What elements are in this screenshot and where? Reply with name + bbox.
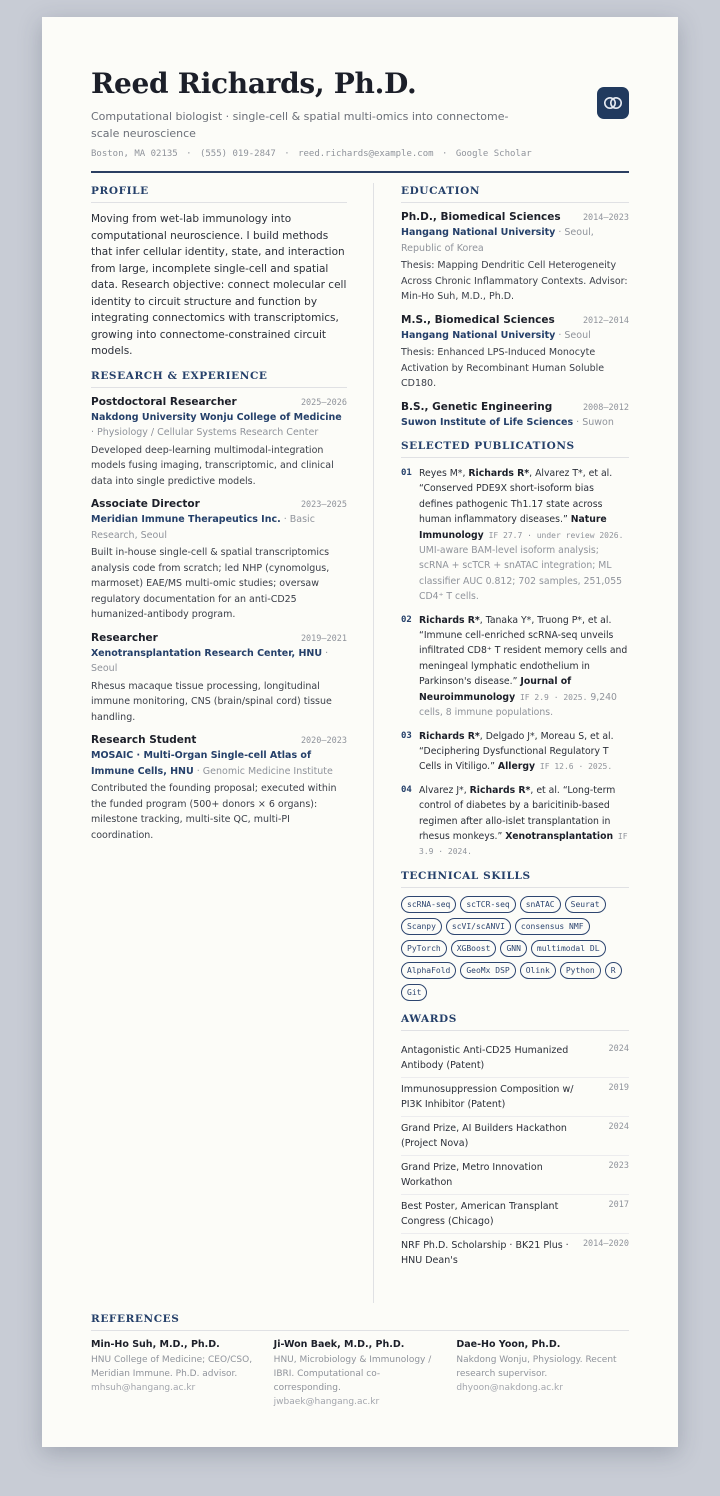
award-item xyxy=(401,1234,629,1272)
experience-date: 2023–2025 xyxy=(300,500,347,510)
contact-separator: · xyxy=(186,149,192,159)
column-divider xyxy=(373,183,374,1303)
reference-email[interactable]: jwbaek@hangang.ac.kr xyxy=(273,1397,380,1407)
reference-description: HNU College of Medicine; CEO/CSO, Meridian Immune. Ph.D. advisor. xyxy=(91,1355,253,1379)
google-scholar-link[interactable]: Google Scholar xyxy=(455,149,532,159)
experience-organization xyxy=(91,410,347,441)
publication-authors: Reyes M*, xyxy=(419,468,469,479)
experience-entry xyxy=(91,498,347,623)
award-name: Immunosuppression Composition w/ PI3K Inhibitor (Patent) xyxy=(401,1083,574,1110)
reference-email[interactable]: mhsuh@hangang.ac.kr xyxy=(91,1383,196,1393)
award-item xyxy=(401,1039,629,1078)
publication-number: 01 xyxy=(401,468,412,478)
publication-item xyxy=(401,783,629,860)
experience-organization xyxy=(91,748,347,779)
publication-meta: IF 27.7 · under review 2026. xyxy=(483,530,624,540)
publication-citation xyxy=(419,729,629,775)
reference-card xyxy=(91,1339,264,1409)
skill-chip: Seurat xyxy=(565,896,606,913)
publication-number: 03 xyxy=(401,730,412,741)
award-item xyxy=(401,1117,629,1156)
education-entry-header xyxy=(401,211,629,223)
education-entry-header xyxy=(401,314,629,326)
publication-title: , Tanaka Y*, Truong P*, et al. “Immune cell-enriched scRNA-seq unveils infiltrated CD8⁺ T resident memory cells and meningeal lymphatic endothelium in Parkinson's disease.” xyxy=(419,614,628,688)
experience-org-name: MOSAIC · Multi-Organ Single-cell Atlas of Immune Cells, HNU xyxy=(91,750,312,777)
publication-meta: IF 3.9 · 2024. xyxy=(419,831,628,857)
reference-description: Nakdong Wonju, Physiology. Recent research supervisor. xyxy=(456,1355,617,1379)
publication-citation xyxy=(419,783,629,860)
contact-line xyxy=(91,149,535,159)
interlocking-rings-icon xyxy=(597,87,629,119)
experience-date: 2025–2026 xyxy=(300,397,347,408)
award-name: NRF Ph.D. Scholarship · BK21 Plus · HNU Dean's xyxy=(401,1239,569,1266)
award-name: Grand Prize, AI Builders Hackathon (Project Nova) xyxy=(401,1122,567,1149)
education-organization xyxy=(401,225,629,256)
section-title-references: REFERENCES xyxy=(91,1313,629,1331)
skill-chip: GeoMx DSP xyxy=(460,962,515,979)
publication-meta: IF 2.9 · 2025. xyxy=(515,692,588,702)
education-title: B.S., Genetic Engineering xyxy=(401,400,553,413)
publication-journal: Allergy xyxy=(497,761,536,773)
award-year: 2024 xyxy=(608,1121,629,1132)
education-title: M.S., Biomedical Sciences xyxy=(401,313,555,326)
publication-notes: UMI-aware BAM-level isoform analysis; scRNA + scTCR + snATAC integration; ML classifier AUC 0.812; 702 samples, 251,055 CD4⁺ T cells. xyxy=(419,545,623,603)
reference-card xyxy=(456,1339,629,1409)
experience-org-name: Xenotransplantation Research Center, HNU xyxy=(91,647,323,659)
award-name: Grand Prize, Metro Innovation Workathon xyxy=(401,1161,543,1188)
reference-list xyxy=(91,1339,629,1409)
education-org-name: Suwon Institute of Life Sciences xyxy=(401,416,574,428)
education-list xyxy=(401,211,629,430)
contact-separator: · xyxy=(284,149,290,159)
section-title-experience: RESEARCH & EXPERIENCE xyxy=(91,370,347,388)
skill-chip: Olink xyxy=(520,962,556,979)
award-item xyxy=(401,1078,629,1117)
section-title-publications: SELECTED PUBLICATIONS xyxy=(401,440,629,458)
education-entry xyxy=(401,401,629,431)
publication-list xyxy=(401,466,629,860)
section-title-skills: TECHNICAL SKILLS xyxy=(401,870,629,888)
skill-chip: Scanpy xyxy=(401,918,442,935)
experience-entry xyxy=(91,396,347,490)
experience-date: 2020–2023 xyxy=(300,736,347,746)
experience-title: Associate Director xyxy=(91,498,200,510)
skill-chip: AlphaFold xyxy=(401,962,456,979)
skill-chip: consensus NMF xyxy=(515,918,590,935)
experience-entry-header xyxy=(91,632,347,644)
education-org-name: Hangang National University xyxy=(401,227,556,238)
reference-name: Dae-Ho Yoon, Ph.D. xyxy=(456,1339,561,1350)
award-item xyxy=(401,1195,629,1234)
experience-title: Researcher xyxy=(91,631,158,644)
education-org-detail: · Seoul xyxy=(555,329,591,341)
award-year: 2014–2020 xyxy=(582,1238,629,1249)
skill-chip: multimodal DL xyxy=(531,940,606,957)
skill-chip: GNN xyxy=(500,940,526,957)
contact-separator: · xyxy=(441,149,448,159)
education-entry-header xyxy=(401,401,629,413)
skill-chip: XGBoost xyxy=(451,940,497,957)
publication-journal: Nature Immunology xyxy=(419,514,607,541)
publication-item xyxy=(401,613,629,721)
experience-title: Research Student xyxy=(91,734,197,746)
award-list xyxy=(401,1039,629,1272)
experience-date: 2019–2021 xyxy=(300,633,347,644)
section-title-profile: PROFILE xyxy=(91,185,347,203)
award-year: 2017 xyxy=(608,1199,629,1210)
award-year: 2023 xyxy=(608,1160,629,1171)
publication-authors: Alvarez J*, xyxy=(419,784,470,796)
award-name: Antagonistic Anti-CD25 Humanized Antibody (Patent) xyxy=(401,1044,569,1071)
experience-organization xyxy=(91,646,347,677)
header-divider xyxy=(91,171,629,173)
education-title: Ph.D., Biomedical Sciences xyxy=(401,211,561,223)
award-item xyxy=(401,1156,629,1195)
experience-org-detail: · Basic Research, Seoul xyxy=(91,514,315,541)
education-entry xyxy=(401,314,629,392)
skill-chip: Git xyxy=(401,984,427,1001)
education-date: 2014–2023 xyxy=(582,213,629,223)
skill-chip: Python xyxy=(560,962,601,979)
education-org-detail: · Suwon xyxy=(573,416,614,428)
resume-page xyxy=(42,17,678,1447)
experience-org-name: Meridian Immune Therapeutics Inc. xyxy=(91,514,281,525)
award-name: Best Poster, American Transplant Congress (Chicago) xyxy=(401,1200,559,1227)
profile-text: Moving from wet-lab immunology into computational neuroscience. I build methods that infer cellular identity, state, and interaction from large, incomplete single-cell and spatial data. Research objective: connect molecular cell identity to circuit structure and function by integrating connectomics with transcriptomics, growing into connectome-constrained circuit models. xyxy=(91,213,347,357)
contact-email[interactable]: reed.richards@example.com xyxy=(298,149,434,159)
education-description: Thesis: Mapping Dendritic Cell Heterogeneity Across Chronic Inflammatory Contexts. Advisor: Min-Ho Suh, M.D., Ph.D. xyxy=(401,260,628,302)
skill-chip: scVI/scANVI xyxy=(446,918,511,935)
publication-number: 04 xyxy=(401,784,412,795)
education-organization xyxy=(401,328,629,344)
publication-self-author: Richards R* xyxy=(419,730,480,742)
candidate-name: Reed Richards, Ph.D. xyxy=(91,67,417,100)
experience-entry-header xyxy=(91,734,347,746)
experience-org-detail: · Genomic Medicine Institute xyxy=(193,765,333,777)
education-date: 2008–2012 xyxy=(582,402,629,413)
contact-location: Boston, MA 02135 xyxy=(91,149,178,159)
education-entry xyxy=(401,211,629,305)
publication-self-author: Richards R* xyxy=(469,784,531,796)
experience-description: Rhesus macaque tissue processing, longitudinal immune monitoring, CNS (brain/spinal cord) tissue handling. xyxy=(91,680,332,723)
experience-description: Developed deep-learning multimodal-integration models fusing imaging, transcriptomic, and clinical data into single predictive models. xyxy=(91,444,334,487)
right-column xyxy=(401,185,629,1272)
publication-title: , Alvarez T*, et al. “Conserved PDE9X short-isoform bias defines pathogenic Th1.17 state across human inflammatory diseases.” xyxy=(419,468,613,526)
education-date: 2012–2014 xyxy=(582,315,629,326)
skill-chip: scTCR-seq xyxy=(460,896,515,913)
publication-number: 02 xyxy=(401,614,412,625)
skill-chip: scRNA-seq xyxy=(401,896,456,913)
education-organization xyxy=(401,415,629,431)
section-title-education: EDUCATION xyxy=(401,185,629,203)
education-org-name: Hangang National University xyxy=(401,329,556,341)
education-org-detail: · Seoul, Republic of Korea xyxy=(401,227,594,254)
reference-email[interactable]: dhyoon@nakdong.ac.kr xyxy=(456,1383,563,1393)
skill-list xyxy=(401,896,629,1001)
section-title-awards: AWARDS xyxy=(401,1013,629,1031)
experience-entry xyxy=(91,734,347,843)
publication-item xyxy=(401,729,629,775)
publication-meta: IF 12.6 · 2025. xyxy=(535,762,613,772)
experience-title: Postdoctoral Researcher xyxy=(91,395,237,408)
experience-organization xyxy=(91,512,347,543)
publication-citation xyxy=(419,466,629,605)
experience-list xyxy=(91,396,347,844)
award-year: 2024 xyxy=(608,1043,629,1054)
experience-entry xyxy=(91,632,347,726)
reference-card xyxy=(274,1339,447,1409)
publication-item xyxy=(401,466,629,605)
experience-entry-header xyxy=(91,498,347,510)
experience-org-name: Nakdong University Wonju College of Medicine xyxy=(91,411,342,423)
left-column xyxy=(91,185,347,852)
experience-description: Built in-house single-cell & spatial transcriptomics analysis code from scratch; led NHP (cynomolgus, marmoset) EAE/MS multi-omic studies; oversaw regulatory documentation for an anti-CD25 humanized-antibody program. xyxy=(91,547,330,620)
skill-chip: R xyxy=(605,962,622,979)
publication-journal: Journal of Neuroimmunology xyxy=(419,676,572,703)
publication-notes: 9,240 cells, 8 immune populations. xyxy=(419,691,617,719)
skill-chip: snATAC xyxy=(520,896,561,913)
publication-title: , Delgado J*, Moreau S, et al. “Deciphering Dysfunctional Regulatory T Cells in Vitiligo.” xyxy=(419,730,614,773)
publication-self-author: Richards R* xyxy=(419,614,480,626)
publication-title: , et al. “Long-term control of diabetes by a baricitinib-based regimen after allo-islet transplantation in rhesus monkeys.” xyxy=(419,784,616,842)
publication-journal: Xenotransplantation xyxy=(505,830,614,842)
education-description: Thesis: Enhanced LPS-Induced Monocyte Activation by Recombinant Human Soluble CD180. xyxy=(401,347,605,389)
reference-name: Min-Ho Suh, M.D., Ph.D. xyxy=(91,1339,220,1350)
publication-self-author: Richards R* xyxy=(468,468,530,479)
publication-citation xyxy=(419,613,629,721)
references-section xyxy=(91,1313,629,1409)
experience-org-detail: · Physiology / Cellular Systems Research Center xyxy=(91,427,319,438)
reference-description: HNU, Microbiology & Immunology / IBRI. Computational co-corresponding. xyxy=(273,1355,432,1393)
experience-entry-header xyxy=(91,396,347,408)
skill-chip: PyTorch xyxy=(401,940,447,957)
tagline: Computational biologist · single-cell & spatial multi-omics into connectome-scale neuroscience xyxy=(91,110,509,140)
reference-name: Ji-Won Baek, M.D., Ph.D. xyxy=(273,1339,405,1350)
experience-description: Contributed the founding proposal; executed within the funded program (500+ donors × 6 organs): milestone tracking, multi-site QC, multi-PI coordination. xyxy=(91,783,337,841)
award-year: 2019 xyxy=(608,1082,629,1093)
experience-org-detail: · Seoul xyxy=(91,647,329,674)
contact-phone[interactable]: (555) 019-2847 xyxy=(199,149,276,159)
